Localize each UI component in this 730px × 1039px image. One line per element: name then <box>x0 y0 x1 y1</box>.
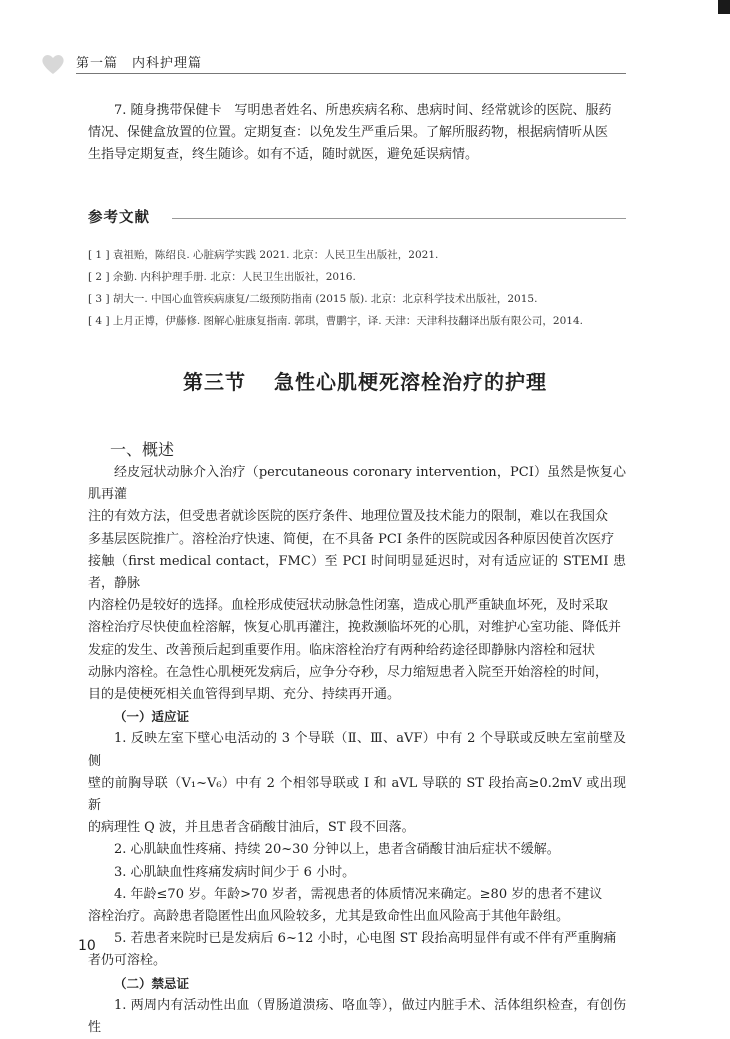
body-text <box>88 462 626 1039</box>
section-number: 第三节 <box>183 370 246 394</box>
header-rule <box>76 73 626 74</box>
heart-logo-icon <box>40 52 66 76</box>
text-line: 5. 若患者来院时已是发病后 6~12 小时，心电图 ST 段抬高明显伴有或不伴有严重胸痛 <box>114 931 617 947</box>
text-line: 4. 年龄≤70 岁。年龄>70 岁者，需视患者的体质情况来确定。≥80 岁的患者不建议 <box>114 886 603 902</box>
overview-heading: 一、概述 <box>110 440 175 459</box>
text-line: 者仍可溶栓。 <box>88 953 167 969</box>
section-name: 急性心肌梗死溶栓治疗的护理 <box>274 370 547 394</box>
text-line: 注的有效方法，但受患者就诊医院的医疗条件、地理位置及技术能力的限制，难以在我国众 <box>88 509 609 525</box>
section-title <box>0 366 730 395</box>
reference-item: [ 1 ] 袁祖贻，陈绍良. 心脏病学实践 2021. 北京：人民卫生出版社，2021. <box>88 249 439 261</box>
text-line: 经皮冠状动脉介入治疗（percutaneous coronary intervention，PCI）虽然是恢复心肌再灌 <box>88 465 626 503</box>
text-line: 动脉内溶栓。在急性心肌梗死发病后，应争分夺秒，尽力缩短患者入院至开始溶栓的时间， <box>88 664 609 680</box>
text-line: 生指导定期复查，终生随诊。如有不适，随时就医，避免延误病情。 <box>88 147 479 163</box>
page-corner-mark <box>718 0 730 14</box>
text-line: 的病理性 Q 波，并且患者含硝酸甘油后，ST 段不回落。 <box>88 820 415 836</box>
text-line: 内溶栓仍是较好的选择。血栓形成使冠状动脉急性闭塞，造成心肌严重缺血坏死，及时采取 <box>88 598 609 614</box>
text-line: 目的是使梗死相关血管得到早期、充分、持续再开通。 <box>88 687 401 703</box>
contraindications-heading: （二）禁忌证 <box>114 975 190 991</box>
reference-item: [ 2 ] 余勤. 内科护理手册. 北京：人民卫生出版社，2016. <box>88 271 356 283</box>
reference-item: [ 4 ] 上月正博，伊藤修. 图解心脏康复指南. 郭琪，曹鹏宇，译. 天津：天津科技翻译出版有限公司，2014. <box>88 315 583 327</box>
text-line: 情况、保健盒放置的位置。定期复查：以免发生严重后果。了解所服药物，根据病情听从医 <box>88 125 609 141</box>
reference-item: [ 3 ] 胡大一. 中国心血管疾病康复/二级预防指南 (2015 版). 北京：北京科学技术出版社，2015. <box>88 293 538 305</box>
indications-heading: （一）适应证 <box>114 709 190 725</box>
references-rule <box>172 218 626 219</box>
references-list <box>88 244 648 332</box>
text-line: 发症的发生、改善预后起到重要作用。临床溶栓治疗有两种给药途径即静脉内溶栓和冠状 <box>88 642 596 658</box>
text-line: 溶栓治疗尽快使血栓溶解，恢复心肌再灌注，挽救濒临坏死的心肌，对维护心室功能、降低并 <box>88 620 622 636</box>
item-7-paragraph <box>88 100 626 167</box>
text-line: 7. 随身携带保健卡 写明患者姓名、所患疾病名称、患病时间、经常就诊的医院、服药 <box>114 103 612 118</box>
text-line: 多基层医院推广。溶栓治疗快速、简便，在不具备 PCI 条件的医院或因各种原因使首次医疗 <box>88 531 615 547</box>
text-line: 2. 心肌缺血性疼痛、持续 20~30 分钟以上，患者含硝酸甘油后症状不缓解。 <box>114 842 560 858</box>
text-line: 1. 两周内有活动性出血（胃肠道溃疡、咯血等），做过内脏手术、活体组织检查，有创伤性 <box>88 997 626 1036</box>
text-line: 壁的前胸导联（V₁~V₆）中有 2 个相邻导联或 I 和 aVL 导联的 ST 段抬高≥0.2mV 或出现新 <box>88 775 626 814</box>
text-line: 3. 心肌缺血性疼痛发病时间少于 6 小时。 <box>114 864 356 880</box>
page-number: 10 <box>78 938 96 954</box>
references-title: 参考文献 <box>88 210 150 226</box>
text-line: 接触（first medical contact，FMC）至 PCI 时间明显延迟时，对有适应证的 STEMI 患者，静脉 <box>88 553 626 592</box>
text-line: 1. 反映左室下壁心电活动的 3 个导联（Ⅱ、Ⅲ、aVF）中有 2 个导联或反映左室前壁及侧 <box>88 731 626 769</box>
text-line: 溶栓治疗。高龄患者隐匿性出血风险较多，尤其是致命性出血风险高于其他年龄组。 <box>88 909 570 925</box>
chapter-header: 第一篇 内科护理篇 <box>76 56 203 71</box>
